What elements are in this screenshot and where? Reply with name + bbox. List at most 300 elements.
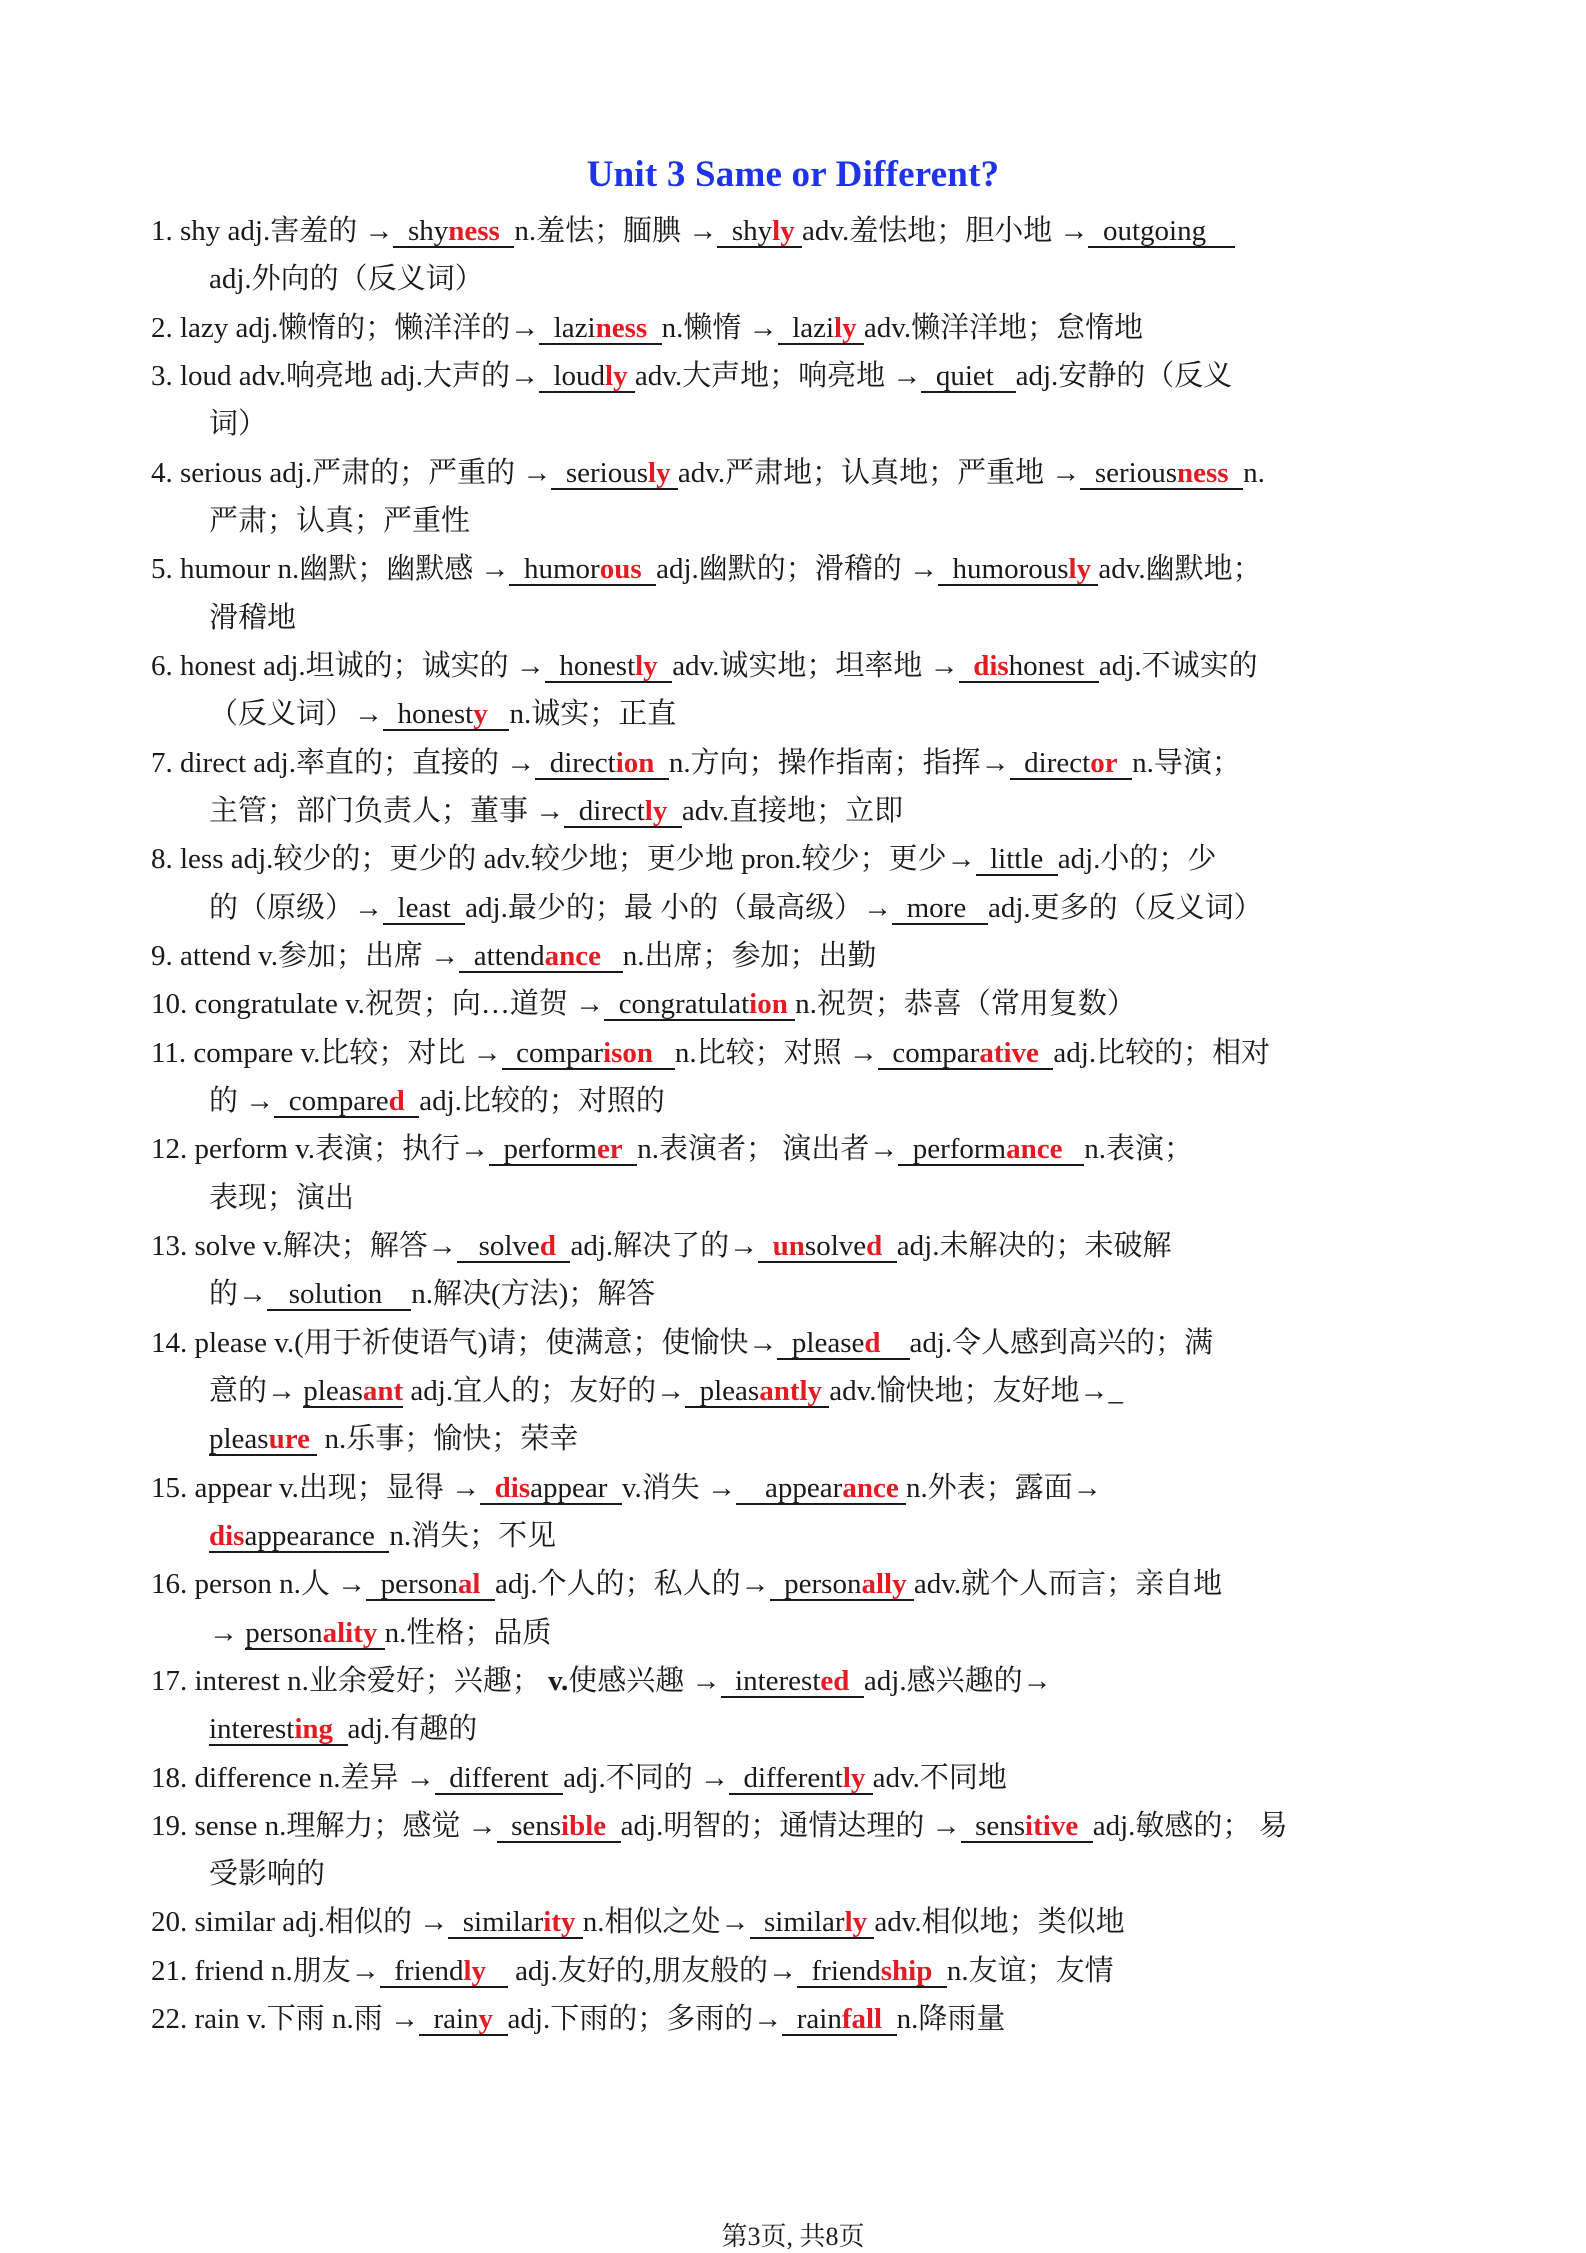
answer-blank	[717, 217, 802, 248]
answer-word: appear	[736, 1471, 843, 1504]
entry-text: adj.下雨的；多雨的→	[507, 2003, 783, 2036]
answer-word: direct	[564, 794, 645, 827]
answer-blank	[366, 1570, 495, 1601]
answer-affix: ance	[842, 1471, 899, 1504]
answer-word	[1229, 457, 1244, 489]
entry-text: 的 →	[209, 1084, 275, 1117]
entry-text: adv.不同地	[872, 1761, 1007, 1794]
entry-text: n.祝贺；恭喜（常用复数）	[795, 988, 1136, 1021]
entry-continuation-line	[151, 594, 1451, 642]
answer-word	[1039, 1037, 1054, 1069]
answer-blank	[892, 891, 988, 925]
entry-text: 严肃；认真；严重性	[209, 504, 471, 537]
answer-blank	[777, 1326, 909, 1360]
entry-text: →	[209, 1616, 246, 1649]
entry-line	[151, 545, 1451, 593]
answer-word	[377, 1617, 384, 1649]
answer-word	[932, 1955, 947, 1987]
answer-blank	[960, 1809, 1093, 1843]
entry-line	[151, 739, 1451, 787]
answer-word: least	[383, 891, 466, 924]
entry-line	[151, 642, 1451, 690]
entry-text: adv.愉快地；友好地→_	[829, 1374, 1124, 1407]
answer-word: quiet	[921, 359, 1016, 392]
entry-continuation-line	[151, 690, 1451, 738]
answer-affix: ly	[644, 794, 668, 827]
entry-text: adj.宜人的；友好的→	[403, 1374, 686, 1407]
entry-text: 9. attend v.参加；出席 →	[151, 939, 460, 972]
answer-word	[606, 1810, 621, 1842]
answer-word	[658, 650, 673, 682]
answer-blank	[959, 649, 1099, 683]
entry-text: adj.不诚实的	[1098, 649, 1258, 682]
answer-affix: ance	[1006, 1133, 1063, 1166]
answer-affix: ally	[861, 1568, 907, 1601]
entry-continuation-line	[151, 255, 1451, 303]
entry-text: adv.诚实地；坦率地 →	[672, 649, 959, 682]
entry-line	[151, 1898, 1451, 1946]
entry-line	[151, 1125, 1451, 1173]
answer-affix: ion	[749, 988, 788, 1021]
entry-text: adj.比较的；对照的	[419, 1084, 665, 1117]
entry-text: 表现；演出	[209, 1181, 355, 1214]
answer-word: lazi	[539, 311, 596, 344]
entry-text: adv.羞怯地；胆小地 →	[801, 215, 1089, 247]
entry-line	[151, 835, 1451, 883]
entry-text: n.	[1243, 456, 1265, 489]
answer-blank	[750, 1908, 875, 1939]
entry-text: n.乐事；愉快；荣幸	[317, 1423, 579, 1456]
answer-word	[333, 1713, 348, 1745]
entry-text: 词）	[209, 408, 268, 441]
answer-word: different	[434, 1761, 564, 1794]
entry-line	[151, 1802, 1451, 1850]
answer-affix: ly	[463, 1954, 487, 1987]
answer-word: interest	[720, 1664, 821, 1697]
answer-word	[882, 2003, 897, 2035]
answer-word: direct	[1009, 746, 1091, 779]
answer-blank	[448, 1908, 583, 1939]
entry-continuation-line	[151, 1270, 1451, 1318]
answer-affix: or	[1090, 746, 1118, 779]
entry-continuation-line	[151, 1174, 1451, 1222]
answer-blank	[501, 1036, 675, 1070]
answer-word: perform	[489, 1133, 597, 1166]
answer-blank	[489, 1135, 637, 1166]
answer-word: solution	[267, 1278, 412, 1311]
answer-word: please	[777, 1326, 865, 1359]
answer-blank	[758, 1229, 897, 1263]
entry-text: adv.相似地；类似地	[874, 1906, 1125, 1939]
answer-affix: ship	[880, 1954, 933, 1987]
entry-text: adv.直接地；立即	[681, 794, 904, 827]
entry-text: n.相似之处→	[582, 1906, 750, 1939]
answer-word	[882, 1230, 897, 1262]
entry-continuation-line	[151, 1850, 1451, 1898]
answer-word: person	[245, 1616, 323, 1649]
entry-continuation-line	[151, 884, 1451, 932]
answer-blank	[535, 746, 669, 780]
answer-blank	[209, 1715, 348, 1746]
answer-word: loud	[538, 359, 606, 392]
answer-affix: dis	[209, 1519, 245, 1552]
entry-bold-text: v.	[548, 1664, 569, 1697]
entry-line	[151, 1995, 1451, 2043]
answer-affix: ly	[1068, 553, 1092, 586]
answer-word	[405, 1085, 420, 1117]
answer-word: friend	[797, 1954, 881, 1987]
entry-text: adj.未解决的；未破解	[896, 1229, 1172, 1262]
answer-word: humor	[509, 553, 600, 586]
entry-text: 受影响的	[209, 1858, 326, 1891]
answer-word: shy	[393, 215, 449, 247]
entry-line	[151, 1560, 1451, 1608]
answer-word	[500, 215, 515, 247]
entry-text: n.解决(方法)；解答	[411, 1278, 656, 1311]
entry-text: 16. person n.人 →	[151, 1568, 367, 1601]
answer-blank	[267, 1280, 411, 1311]
answer-word: humorous	[938, 553, 1069, 586]
answer-affix: ly	[605, 359, 628, 392]
answer-word: rain	[418, 2003, 479, 2036]
page-footer: 第3页, 共8页	[721, 2222, 865, 2251]
answer-word: different	[729, 1761, 843, 1794]
answer-affix: dis	[494, 1471, 531, 1504]
answer-word	[1062, 1133, 1084, 1165]
answer-blank	[564, 794, 682, 828]
answer-word: solve	[456, 1229, 540, 1262]
answer-word: pleas	[303, 1374, 363, 1407]
entry-text: v.消失 →	[621, 1471, 737, 1504]
entry-text: adj.敏感的； 易	[1092, 1809, 1288, 1842]
entry-text: adj.令人感到高兴的；满	[909, 1326, 1214, 1359]
answer-affix: ness	[1177, 456, 1229, 489]
entry-line	[151, 304, 1451, 352]
entry-continuation-line	[151, 1512, 1451, 1560]
answer-blank	[303, 1374, 404, 1408]
vocabulary-list	[151, 207, 1451, 2043]
answer-affix: al	[457, 1568, 481, 1601]
answer-word: congratulat	[604, 988, 750, 1021]
answer-word	[653, 1037, 675, 1069]
answer-word	[480, 1568, 495, 1600]
answer-affix: d	[539, 1229, 556, 1262]
entry-continuation-line	[151, 1367, 1451, 1415]
entry-text: adj.安静的（反义	[1015, 359, 1233, 392]
answer-word	[795, 215, 802, 247]
entry-text: （反义词）→	[209, 698, 384, 731]
answer-word	[493, 2003, 508, 2035]
entry-text: n.友谊；友情	[946, 1954, 1114, 1987]
entry-continuation-line	[151, 1705, 1451, 1753]
answer-blank	[551, 456, 677, 490]
entry-text: 21. friend n.朋友→	[151, 1954, 380, 1987]
answer-word	[865, 1762, 872, 1794]
entry-text: adv.大声地；响亮地 →	[634, 359, 922, 392]
entry-text: 11. compare v.比较；对比 →	[151, 1036, 502, 1069]
answer-blank	[604, 990, 795, 1021]
answer-affix: ance	[544, 939, 601, 972]
entry-line	[151, 1464, 1451, 1512]
answer-word: similar	[749, 1906, 845, 1939]
answer-affix: fall	[841, 2003, 883, 2036]
entry-text: adj.不同的 →	[563, 1761, 729, 1794]
answer-blank	[1080, 456, 1243, 490]
entry-continuation-line	[151, 497, 1451, 545]
answer-word: more	[892, 891, 988, 924]
answer-affix: ative	[979, 1036, 1039, 1069]
answer-affix: y	[473, 698, 488, 731]
entry-text: n.表演；	[1084, 1133, 1193, 1166]
entry-text: adj.最少的；最 小的（最高级）→	[465, 891, 893, 924]
answer-affix: ion	[615, 746, 655, 779]
entry-text: 1. shy adj.害羞的 →	[151, 215, 394, 247]
answer-blank	[777, 311, 864, 345]
entry-text: n.诚实；正直	[509, 698, 677, 731]
answer-word	[758, 1230, 773, 1262]
answer-affix: ible	[561, 1809, 607, 1842]
answer-word	[959, 650, 974, 682]
entry-text: 7. direct adj.率直的；直接的 →	[151, 746, 536, 779]
answer-blank	[393, 217, 514, 248]
entry-text: 14. please v.(用于祈使语气)请；使满意；使愉快→	[151, 1326, 778, 1359]
answer-word	[480, 1472, 495, 1504]
answer-word: pleas	[209, 1423, 269, 1456]
answer-blank	[209, 1425, 317, 1456]
entry-line	[151, 207, 1451, 255]
answer-word	[1118, 747, 1133, 779]
answer-word	[488, 698, 510, 730]
answer-word: pleas	[685, 1374, 760, 1407]
answer-word	[486, 1955, 508, 1987]
entry-text: 22. rain v.下雨 n.雨 →	[151, 2003, 419, 2036]
answer-word: perform	[898, 1133, 1007, 1166]
entry-text: 2. lazy adj.懒惰的；懒洋洋的→	[151, 311, 540, 344]
entry-text: 意的→	[209, 1374, 304, 1407]
answer-blank	[509, 555, 656, 586]
answer-word	[788, 988, 795, 1020]
entry-text: n.性格；品质	[384, 1616, 552, 1649]
answer-word: interest	[209, 1713, 295, 1746]
answer-word: friend	[379, 1954, 464, 1987]
answer-word: sens	[960, 1809, 1026, 1842]
entry-text: adv.懒洋洋地；怠惰地	[863, 311, 1144, 344]
answer-word	[1078, 1810, 1093, 1842]
answer-word: little	[975, 843, 1058, 876]
answer-affix: d	[866, 1229, 883, 1262]
answer-word: honest	[1008, 649, 1099, 682]
answer-word: outgoing	[1088, 215, 1236, 247]
answer-word: sens	[496, 1809, 562, 1842]
entry-text: 6. honest adj.坦诚的；诚实的 →	[151, 649, 545, 682]
answer-affix: ly	[772, 215, 795, 247]
answer-blank	[419, 2005, 508, 2036]
answer-blank	[729, 1761, 873, 1795]
answer-blank	[496, 1809, 621, 1843]
entry-text: 3. loud adv.响亮地 adj.大声的→	[151, 359, 539, 392]
entry-text: adj.小的；少	[1057, 843, 1217, 876]
entry-continuation-line	[151, 787, 1451, 835]
entry-text: adj.明智的；通情达理的 →	[620, 1809, 961, 1842]
entry-text: 使感兴趣 →	[568, 1664, 721, 1697]
answer-blank	[976, 845, 1058, 876]
entry-text: 滑稽地	[209, 601, 297, 634]
answer-word	[642, 553, 657, 585]
entry-text: adv.严肃地；认真地；严重地 →	[677, 456, 1081, 489]
answer-affix: ness	[595, 311, 648, 344]
answer-word	[907, 1568, 914, 1600]
answer-word	[857, 312, 864, 344]
answer-affix: antly	[759, 1374, 823, 1407]
page-title: Unit 3 Same or Different?	[586, 154, 1000, 195]
entry-text: n.降雨量	[896, 2003, 1006, 2036]
answer-blank	[383, 700, 509, 731]
entry-line	[151, 1029, 1451, 1077]
entry-text: 18. difference n.差异 →	[151, 1761, 435, 1794]
answer-blank	[379, 1954, 508, 1988]
answer-blank	[538, 359, 635, 393]
entry-line	[151, 932, 1451, 980]
answer-word: shy	[717, 215, 773, 247]
answer-word: honest	[544, 649, 636, 682]
answer-affix: itive	[1025, 1809, 1079, 1842]
entry-continuation-line	[151, 1077, 1451, 1125]
answer-affix: ant	[362, 1374, 404, 1407]
entry-text: 20. similar adj.相似的 →	[151, 1906, 449, 1939]
answer-affix: y	[478, 2003, 494, 2036]
entry-line	[151, 1222, 1451, 1270]
answer-blank	[434, 1761, 564, 1795]
entry-text: n.羞怯；腼腆 →	[514, 215, 718, 247]
answer-blank	[456, 1229, 571, 1263]
entry-text: 10. congratulate v.祝贺；向…道贺 →	[151, 988, 605, 1021]
answer-word	[849, 1665, 864, 1697]
answer-affix: d	[864, 1326, 881, 1359]
answer-word: attend	[459, 939, 545, 972]
answer-word: serious	[551, 456, 649, 489]
answer-word	[623, 1133, 638, 1165]
answer-word	[654, 747, 669, 779]
entry-text: n.懒惰 →	[661, 311, 778, 344]
answer-word: compar	[501, 1036, 604, 1069]
entry-line	[151, 1657, 1451, 1705]
answer-word	[628, 360, 635, 392]
answer-blank	[898, 1135, 1084, 1166]
answer-affix: ly	[635, 649, 658, 682]
answer-word: solve	[804, 1229, 867, 1262]
answer-affix: ity	[543, 1906, 576, 1939]
answer-blank	[770, 1570, 914, 1601]
entry-continuation-line	[151, 400, 1451, 448]
answer-word: person	[366, 1568, 458, 1601]
answer-word	[556, 1230, 571, 1262]
entry-text: n.消失；不见	[389, 1519, 557, 1552]
answer-word	[576, 1906, 583, 1938]
answer-word	[647, 312, 662, 344]
entry-line	[151, 1947, 1451, 1995]
answer-word: honest	[383, 698, 474, 731]
answer-affix: ly	[842, 1761, 866, 1794]
entry-text: adj.解决了的→	[570, 1229, 759, 1262]
entry-text: adj.更多的（反义词）	[987, 891, 1263, 924]
answer-blank	[544, 649, 672, 683]
answer-blank	[245, 1616, 384, 1650]
answer-affix: ly	[844, 1906, 868, 1939]
answer-affix: ous	[599, 553, 642, 586]
entry-text: adj.幽默的；滑稽的 →	[656, 553, 939, 586]
entry-text: 13. solve v.解决；解答→	[151, 1229, 457, 1262]
answer-blank	[782, 2005, 896, 2036]
answer-word: serious	[1080, 456, 1177, 489]
answer-word: compare	[274, 1084, 389, 1117]
entry-line	[151, 352, 1451, 400]
answer-affix: er	[596, 1133, 623, 1166]
answer-blank	[877, 1036, 1054, 1070]
entry-text: 4. serious adj.严肃的；严重的 →	[151, 456, 552, 489]
answer-affix: ure	[268, 1423, 310, 1456]
entry-text: 15. appear v.出现；显得 →	[151, 1471, 481, 1504]
answer-word	[667, 795, 682, 827]
answer-blank	[921, 359, 1016, 393]
entry-text: 5. humour n.幽默；幽默感 →	[151, 553, 510, 586]
answer-blank	[685, 1374, 829, 1408]
answer-blank	[720, 1664, 864, 1698]
answer-word: appear	[530, 1471, 622, 1504]
entry-text: n.方向；操作指南；指挥→	[668, 746, 1010, 779]
entry-text: n.表演者； 演出者→	[637, 1133, 899, 1166]
entry-continuation-line	[151, 1415, 1451, 1463]
answer-affix: un	[772, 1229, 805, 1262]
entry-text: 的→	[209, 1278, 268, 1311]
entry-text: adj.比较的；相对	[1053, 1036, 1271, 1069]
answer-word	[881, 1327, 910, 1359]
entry-text: 8. less adj.较少的；更少的 adv.较少地；更少地 pron.较少；更少→	[151, 843, 976, 876]
answer-word: rain	[782, 2003, 842, 2036]
answer-blank	[209, 1519, 390, 1553]
entry-text: adv.幽默地；	[1098, 553, 1262, 586]
answer-affix: ness	[448, 215, 500, 247]
entry-line	[151, 1319, 1451, 1367]
entry-text: 主管；部门负责人；董事 →	[209, 794, 565, 827]
answer-blank	[480, 1471, 622, 1505]
entry-text: 19. sense n.理解力；感觉 →	[151, 1809, 497, 1842]
answer-blank	[938, 555, 1098, 586]
answer-word	[671, 457, 678, 489]
answer-affix: ality	[322, 1616, 378, 1649]
entry-text: adv.就个人而言；亲自地	[913, 1568, 1223, 1601]
answer-affix: ed	[820, 1664, 850, 1697]
answer-blank	[539, 311, 661, 345]
entry-text: adj.有趣的	[347, 1713, 478, 1746]
entry-text: adj.友好的,朋友般的→	[507, 1954, 797, 1987]
answer-blank	[274, 1084, 419, 1118]
entry-line	[151, 449, 1451, 497]
answer-blank	[459, 939, 622, 973]
answer-blank	[736, 1471, 906, 1505]
entry-text: adj.个人的；私人的→	[494, 1568, 770, 1601]
entry-text: adj.感兴趣的→	[863, 1664, 1052, 1697]
entry-text: 17. interest n.业余爱好；兴趣；	[151, 1664, 549, 1697]
answer-blank	[1009, 746, 1132, 780]
answer-affix: ing	[294, 1713, 334, 1746]
answer-affix: ly	[834, 311, 857, 344]
entry-text: n.比较；对照 →	[674, 1036, 878, 1069]
answer-word: person	[769, 1568, 862, 1601]
entry-text: n.外表；露面→	[905, 1471, 1102, 1504]
answer-blank	[383, 891, 466, 925]
answer-blank	[1088, 217, 1235, 248]
answer-affix: d	[388, 1084, 405, 1117]
